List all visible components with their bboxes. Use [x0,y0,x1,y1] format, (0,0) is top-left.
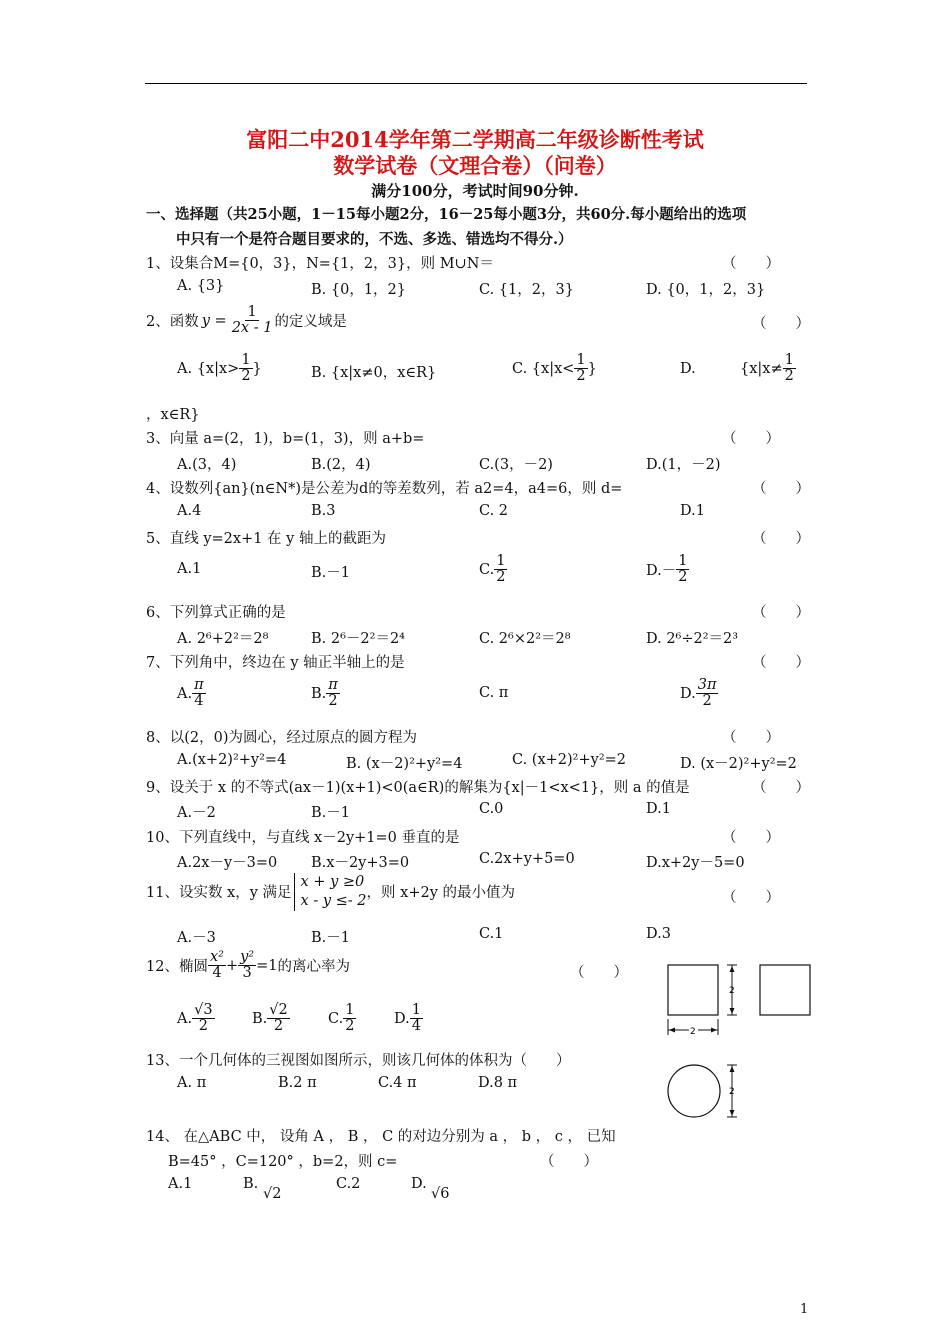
q6-option-b: B. 2⁶－2²＝2⁴ [311,631,405,647]
q10-option-c: C.2x+y+5=0 [479,851,575,867]
q11-option-b: B.－1 [311,930,350,946]
q9-stem: 9、设关于 x 的不等式(ax－1)(x+1)<0(a∈R)的解集为{x|－1<x<1}，则 a 的值是 [146,780,690,796]
q8-option-d: D. (x－2)²+y²=2 [680,756,797,772]
q14-option-d-value: √6 [431,1186,450,1202]
q2-answer-paren: （ ） [752,316,810,332]
top-rule [145,83,807,84]
section-heading-cont: 中只有一个是符合题目要求的，不选、多选、错选均不得分.） [176,231,573,248]
q10-answer-paren: （ ） [722,830,780,846]
three-view-figure [655,955,825,1125]
q7-option-b: B. $\frac{\pi}{2}$ [311,677,338,710]
front-view-square [668,965,718,1015]
q9-option-c: C.0 [479,801,504,817]
q5-stem: 5、直线 y=2x+1 在 y 轴上的截距为 [146,531,386,547]
q14-option-b-value: √2 [263,1186,282,1202]
q6-stem: 6、下列算式正确的是 [146,605,286,621]
q5-answer-paren: （ ） [752,531,810,547]
section-heading: 一、选择题（共25小题，1－15每小题2分，16－25每小题3分，共60分.每小题给出的选项 [146,206,747,223]
q14-answer-paren: （ ） [540,1154,598,1170]
q3-answer-paren: （ ） [722,431,780,447]
q1-answer-paren: （ ） [722,256,780,272]
q8-answer-paren: （ ） [722,730,780,746]
q10-option-d: D.x+2y－5=0 [646,855,745,871]
q8-option-c: C. (x+2)²+y²=2 [512,752,627,768]
q10-option-a: A.2x－y－3=0 [177,855,278,871]
q3-option-a: A.(3，4) [177,457,237,473]
q2-option-d-wrap: ，x∈R} [146,407,200,423]
q1-option-b: B. {0，1，2} [311,282,407,298]
q9-answer-paren: （ ） [752,780,810,796]
q10-option-b: B.x－2y+3=0 [311,855,410,871]
page-number: 1 [800,1302,809,1317]
q11-option-c: C.1 [479,926,504,942]
q14-stem-cont: B=45° ，C=120° ，b=2，则 c= [168,1154,398,1170]
score-time: 满分100分，考试时间90分钟. [371,182,579,200]
q5-option-c: C. $\frac{1}{2}$ [479,553,506,586]
q6-option-d: D. 2⁶÷2²＝2³ [646,631,739,647]
q3-option-d: D.(1，－2) [646,457,721,473]
q12-option-c: C. $\frac{1}{2}$ [328,1002,355,1035]
exam-subtitle: 数学试卷（文理合卷）（问卷） [333,153,617,178]
q7-option-a: A. $\frac{\pi}{4}$ [177,677,204,710]
q11-option-a: A.－3 [177,930,216,946]
q2-stem: 2、函数 y = $\frac{1}{2x - 1}$ 的定义域是 [146,304,347,337]
exam-title: 富阳二中2014学年第二学期高二年级诊断性考试 [246,127,704,152]
q2-option-d: {x|x≠ $\frac{1}{2}$ [740,352,794,385]
q11-stem: 11、设实数 x，y 满足 x + y ≥0 x - y ≤- 2 ，则 x+2y 的最小值为 [146,874,515,909]
q4-option-d: D.1 [680,503,705,519]
q9-option-d: D.1 [646,801,671,817]
q6-option-a: A. 2⁶+2²＝2⁸ [177,631,269,647]
q4-option-c: C. 2 [479,503,509,519]
q4-option-a: A.4 [177,503,202,519]
q2-option-b: B. {x|x≠0，x∈R} [311,365,437,381]
top-height-label: 2 [729,1087,735,1097]
q13-option-d: D.8 π [478,1075,518,1091]
q11-option-d: D.3 [646,926,671,942]
q12-answer-paren: （ ） [570,965,628,981]
q7-answer-paren: （ ） [752,655,810,671]
q7-stem: 7、下列角中，终边在 y 轴正半轴上的是 [146,655,405,671]
q8-stem: 8、以(2，0)为圆心，经过原点的圆方程为 [146,730,417,746]
q5-option-b: B.－1 [311,565,350,581]
q8-option-b: B. (x－2)²+y²=4 [346,756,463,772]
q2-option-c: C. {x|x< $\frac{1}{2}$ } [512,352,597,385]
q6-option-c: C. 2⁶×2²＝2⁸ [479,631,571,647]
q1-stem: 1、设集合M={0，3}，N={1，2，3}，则 M∪N＝ [146,256,494,272]
q4-option-b: B.3 [311,503,336,519]
side-view-square [760,965,810,1015]
q9-option-a: A.－2 [177,805,216,821]
q7-option-d: D. $\frac{3\pi}{2}$ [680,677,717,710]
q12-stem: 12、椭圆 $\frac{\text{x²}}{4}$ + $\frac{\text{y²}}{3}$ =1 的离心率为 [146,949,350,982]
q1-option-a: A. {3} [177,278,225,294]
front-width-label: 2 [690,1027,696,1037]
q4-stem: 4、设数列{an}(n∈N*)是公差为d的等差数列，若 a2=4，a4=6，则 d= [146,481,623,497]
q12-option-b: B. $\frac{√2}{2}$ [252,1002,288,1035]
q1-option-c: C. {1，2，3} [479,282,574,298]
top-view-circle [668,1065,720,1117]
q12-option-a: A. $\frac{√3}{2}$ [177,1002,213,1035]
q12-option-d: D. $\frac{1}{4}$ [394,1002,421,1035]
q13-stem: 13、一个几何体的三视图如图所示，则该几何体的体积为（ ） [146,1053,571,1069]
q10-stem: 10、下列直线中，与直线 x－2y+1=0 垂直的是 [146,830,460,846]
q3-stem: 3、向量 a=(2，1)，b=(1，3)，则 a+b= [146,431,425,447]
q14-option-a: A.1 [168,1176,193,1192]
q2-option-a: A. {x|x> $\frac{1}{2}$ } [177,352,262,385]
q3-option-b: B.(2，4) [311,457,371,473]
q7-option-c: C. π [479,685,509,701]
q4-answer-paren: （ ） [752,481,810,497]
q1-option-d: D. {0，1，2，3} [646,282,766,298]
q13-option-a: A. π [177,1075,207,1091]
q14-option-d-label: D. [411,1176,427,1192]
q14-option-b-label: B. [243,1176,259,1192]
q2-option-d-label: D. [680,361,696,377]
q14-stem: 14、 在△ABC 中， 设角 A ， B ， C 的对边分别为 a ， b ， c ， 已知 [146,1129,616,1145]
q13-option-b: B.2 π [278,1075,317,1091]
q5-option-d: D.－ $\frac{1}{2}$ [646,553,688,586]
q9-option-b: B.－1 [311,805,350,821]
q3-option-c: C.(3，－2) [479,457,553,473]
q6-answer-paren: （ ） [752,605,810,621]
front-height-label: 2 [729,986,735,996]
q11-answer-paren: （ ） [722,890,780,906]
q14-option-c: C.2 [336,1176,361,1192]
q13-option-c: C.4 π [378,1075,417,1091]
q5-option-a: A.1 [177,561,202,577]
q8-option-a: A.(x+2)²+y²=4 [177,752,287,768]
